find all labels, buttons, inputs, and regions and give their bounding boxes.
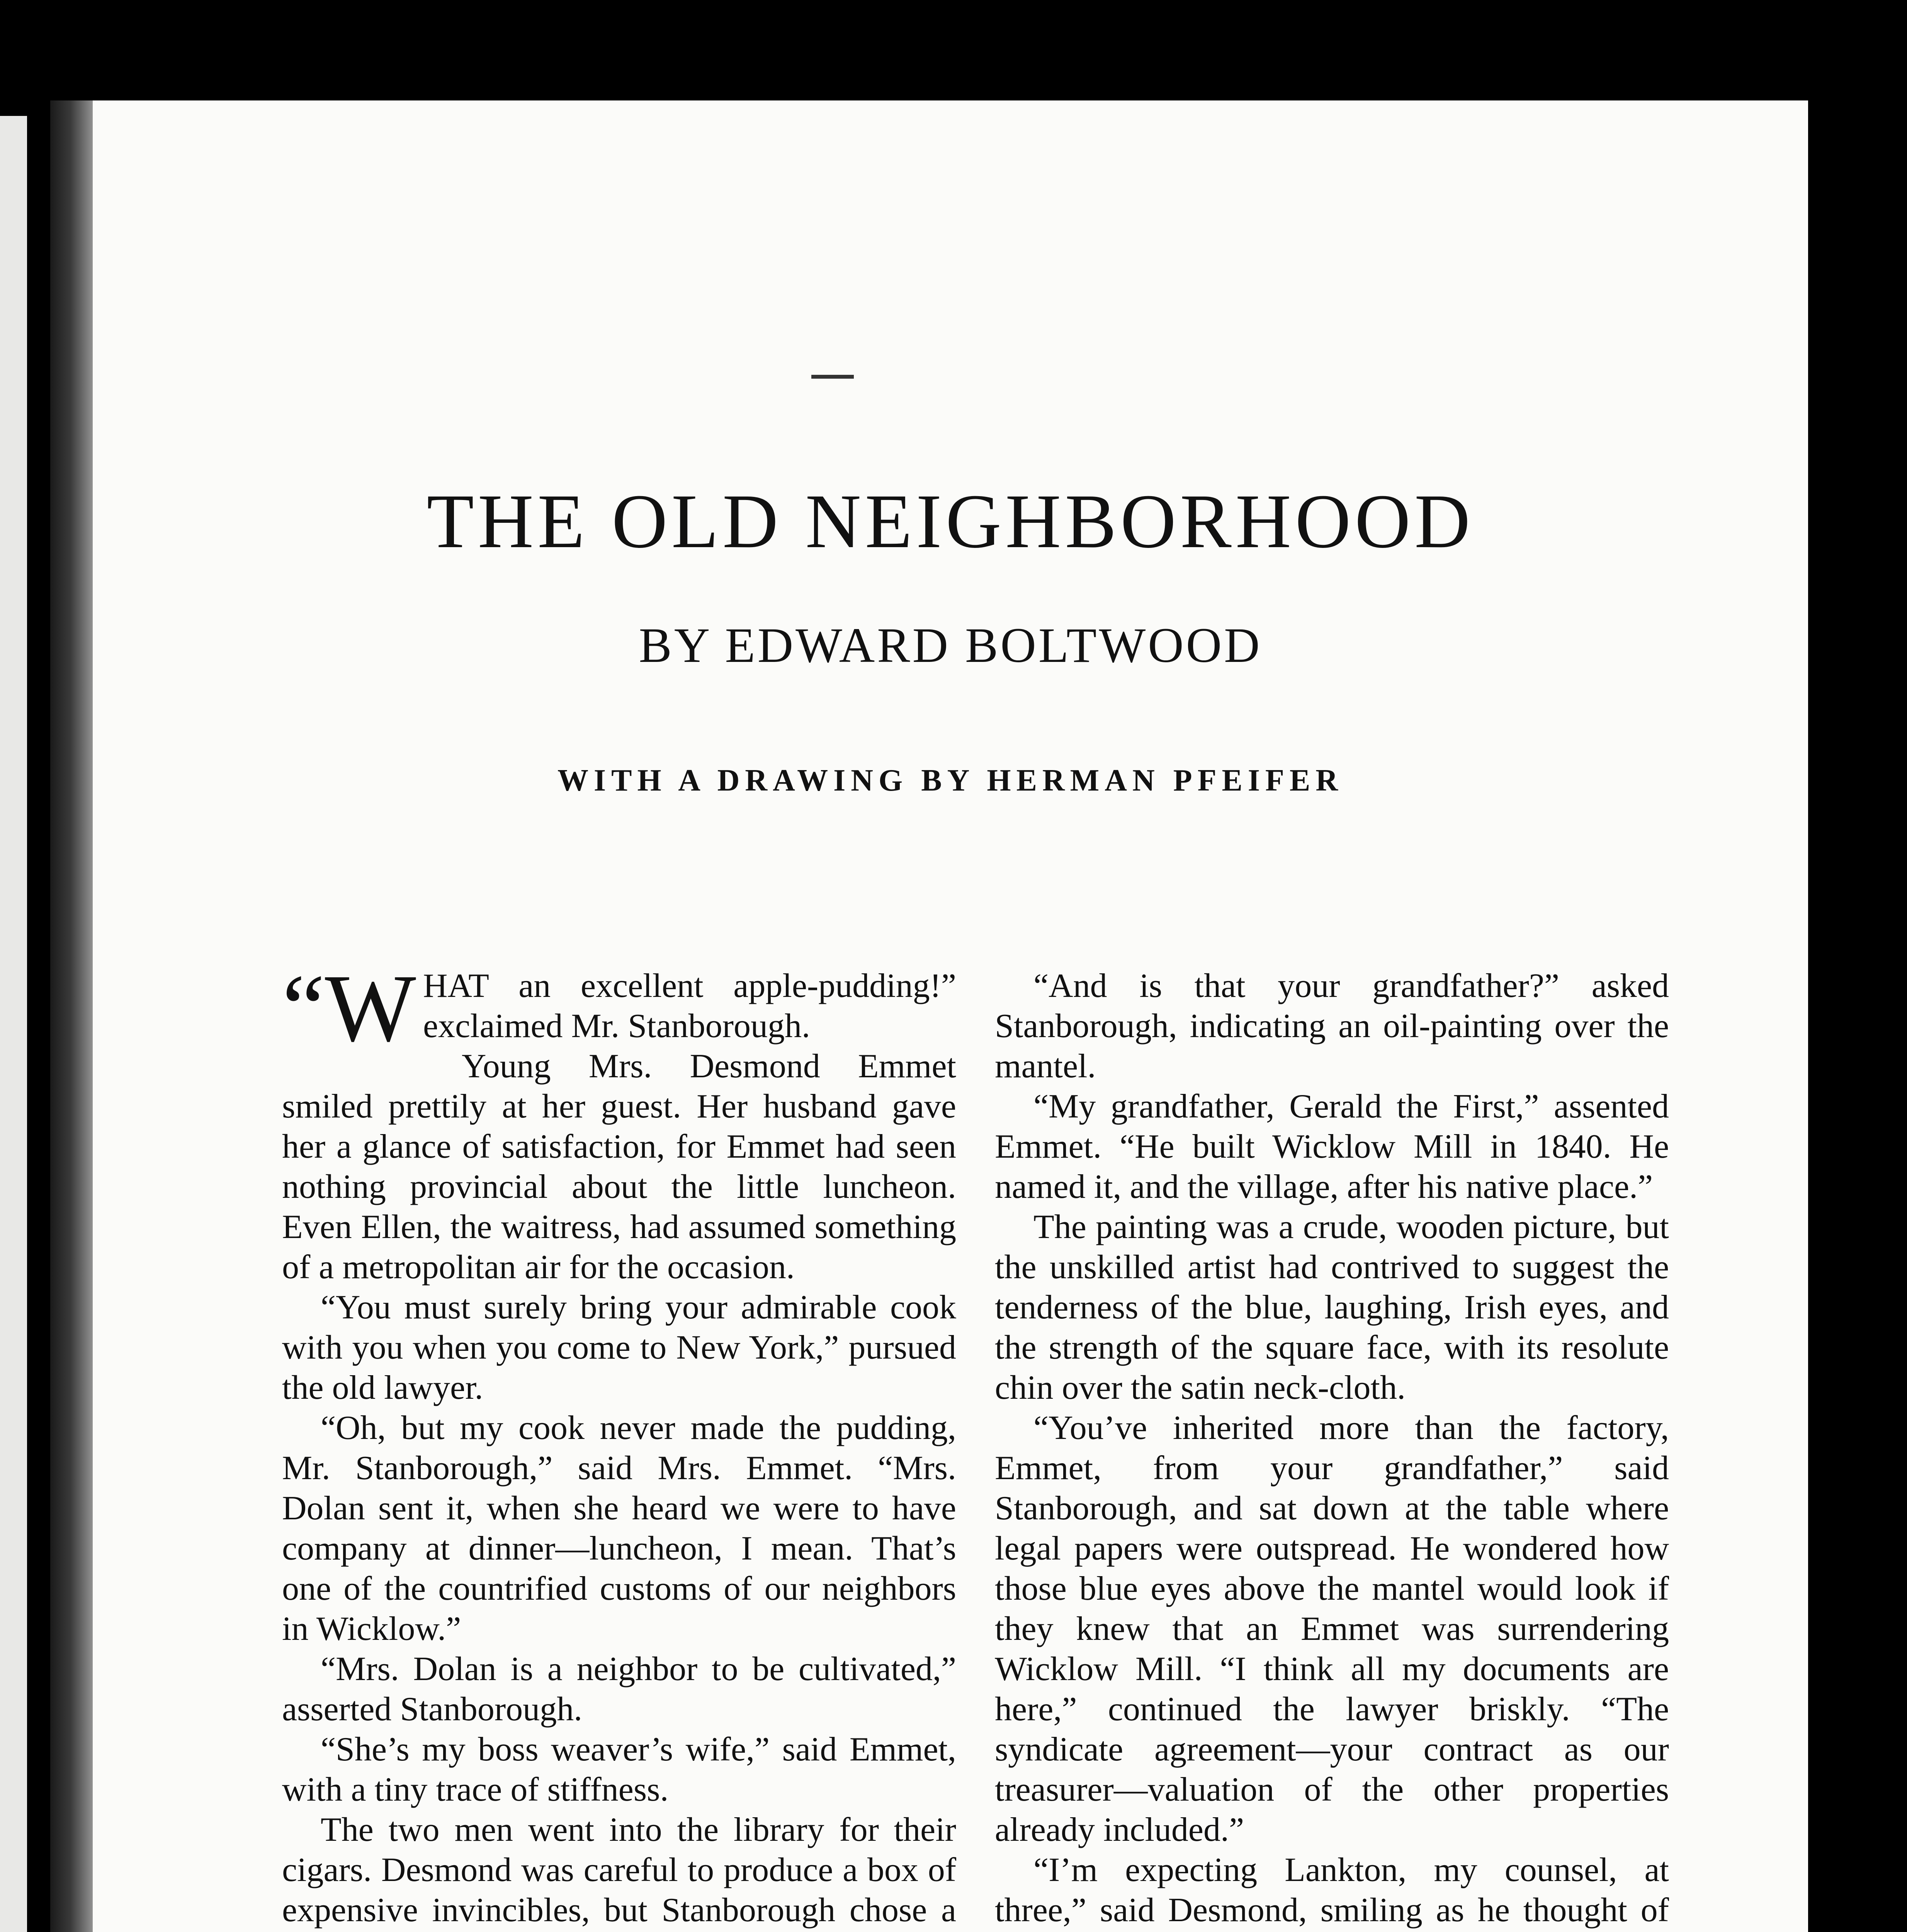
paragraph: The two men went into the library for their cigars. Desmond was careful to produce a box of expensive invincibles, but Stanborough chose a: [282, 1811, 956, 1929]
drop-cap: “W: [282, 955, 416, 1062]
paragraph: “I’m expecting Lankton, my counsel, at three,” said Desmond, smiling as he thought of: [995, 1851, 1669, 1929]
magazine-page: [93, 100, 1808, 1932]
paragraph: “She’s my boss weaver’s wife,” said Emmet, with a tiny trace of stiffness.: [282, 1731, 956, 1808]
article-byline: BY EDWARD BOLTWOOD: [639, 618, 1262, 673]
adjacent-page-edge: [0, 116, 27, 1932]
opening-paragraph: [282, 955, 956, 1062]
paragraph: “And is that your grandfather?” asked Stanborough, indicating an oil-painting over the mantel.: [995, 967, 1669, 1085]
text-column-left: [282, 955, 956, 1932]
opening-text: HAT an excellent apple-pudding!” exclaimed Mr. Stanborough.: [423, 967, 956, 1045]
text-column-right: [995, 966, 1669, 1932]
paragraph: Young Mrs. Desmond Emmet smiled prettily at her guest. Her husband gave her a glance of satisfaction, for Emmet had seen nothing provincial about the little luncheon. Even Ellen, the waitress, had assumed something of a metropolitan air for the occasion.: [282, 1048, 956, 1286]
article-title: THE OLD NEIGHBORHOOD: [427, 479, 1474, 564]
paragraph: “My grandfather, Gerald the First,” assented Emmet. “He built Wicklow Mill in 1840. He named it, and the village, after his native place.”: [995, 1088, 1669, 1206]
illustration-credit: WITH A DRAWING BY HERMAN PFEIFER: [557, 764, 1344, 798]
paragraph: “You’ve inherited more than the factory, Emmet, from your grandfather,” said Stanborough, and sat down at the table where legal papers were outspread. He wondered how those blue eyes above the mantel would look if they knew that an Emmet was surrendering Wicklow Mill. “I think all my documents are here,” continued the lawyer briskly. “The syndicate agreement—your contract as our treasurer—valuation of the other properties already included.”: [995, 1409, 1669, 1849]
top-ornament-rule: [811, 375, 854, 379]
paragraph: “You must surely bring your admirable cook with you when you come to New York,” pursued the old lawyer.: [282, 1289, 956, 1406]
paragraph: “Mrs. Dolan is a neighbor to be cultivated,” asserted Stanborough.: [282, 1650, 956, 1728]
paragraph: “Oh, but my cook never made the pudding, Mr. Stanborough,” said Mrs. Emmet. “Mrs. Dolan sent it, when she heard we were to have company at dinner—luncheon, I mean. That’s one of the countrified customs of our neighbors in Wicklow.”: [282, 1409, 956, 1648]
paragraph: The painting was a crude, wooden picture, but the unskilled artist had contrived to suggest the tenderness of the blue, laughing, Irish eyes, and the strength of the square face, with its resolute chin over the satin neck-cloth.: [995, 1208, 1669, 1406]
